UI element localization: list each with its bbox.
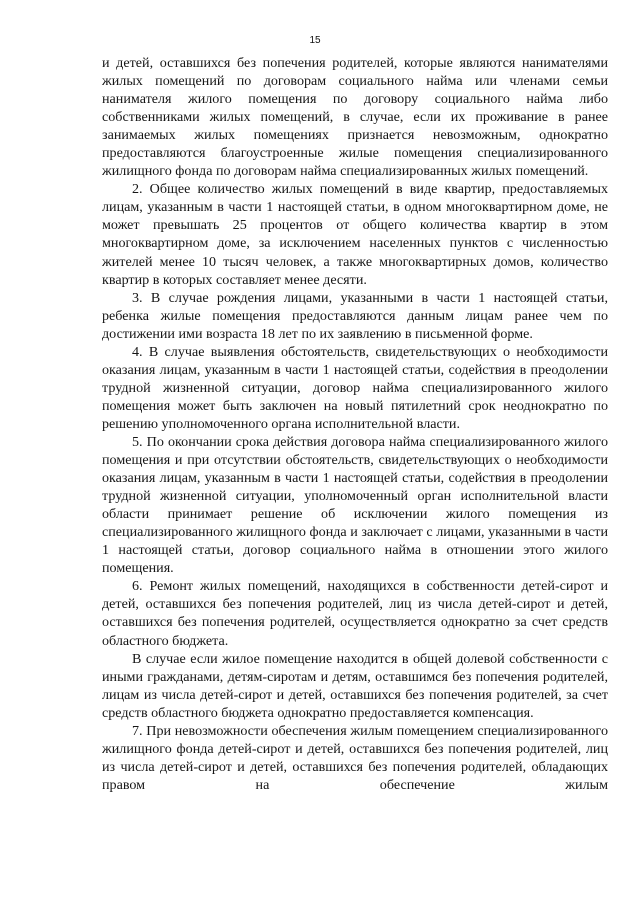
paragraph-6-compensation: В случае если жилое помещение находится в общей долевой собственности с иными гражданами, детям-сиротам и детям, оставшимся без попечения родителей, лицам из числа детей-сирот и детей, оставшихся без попечения родителей, за счет средств областного бюджета однократно предоставляется компенсация. <box>102 650 608 721</box>
page-number: 15 <box>309 35 321 46</box>
paragraph-6: 6. Ремонт жилых помещений, находящихся в собственности детей-сирот и детей, оставшихся без попечения родителей, лиц из числа детей-сирот и детей, оставшихся без попечения родителей, осуществляется однократно за счет средств областного бюджета. <box>102 578 608 649</box>
paragraph-4: 4. В случае выявления обстоятельств, свидетельствующих о необходимости оказания лицам, указанным в части 1 настоящей статьи, содействия в преодолении трудной жизненной ситуации, договор найма специализированного жилого помещения может быть заключен на новый пятилетний срок неоднократно по решению уполномоченного органа исполнительной власти. <box>102 343 608 432</box>
paragraph-7: 7. При невозможности обеспечения жилым помещением специализированного жилищного фонда детей-сирот и детей, оставшихся без попечения родителей, лиц из числа детей-сирот и детей, оставшихся без попечения родителей, обладающих правом на обеспечение жилым <box>102 722 608 793</box>
paragraph-2: 2. Общее количество жилых помещений в виде квартир, предоставляемых лицам, указанным в части 1 настоящей статьи, в одном многоквартирном доме, не может превышать 25 процентов от общего количества квартир в этом многоквартирном доме, за исключением населенных пунктов с численностью жителей менее 10 тысяч человек, а также многоквартирных домов, количество квартир в которых составляет менее десяти. <box>102 181 608 288</box>
paragraph-5: 5. По окончании срока действия договора найма специализированного жилого помещения и при отсутствии обстоятельств, свидетельствующих о необходимости оказания лицам, указанным в части 1 настоящей статьи, содействия в преодолении трудной жизненной ситуации, уполномоченный орган исполнительной власти области принимает решение об исключении жилого помещения из специализированного жилищного фонда и заключает с лицами, указанными в части 1 настоящей статьи, договор социального найма в отношении этого жилого помещения. <box>102 433 608 577</box>
paragraph-continuation: и детей, оставшихся без попечения родителей, которые являются нанимателями жилых помещений по договорам социального найма или членами семьи нанимателя жилого помещения по договору социального найма либо собственниками жилых помещений, в случае, если их проживание в ранее занимаемых жилых помещениях признается невозможным, однократно предоставляются благоустроенные жилые помещения специализированного жилищного фонда по договорам найма специализированных жилых помещений. <box>102 55 608 180</box>
document-body <box>102 54 608 794</box>
paragraph-3: 3. В случае рождения лицами, указанными в части 1 настоящей статьи, ребенка жилые помещения предоставляются данным лицам ранее чем по достижении ими возраста 18 лет по их заявлению в письменной форме. <box>102 289 608 342</box>
